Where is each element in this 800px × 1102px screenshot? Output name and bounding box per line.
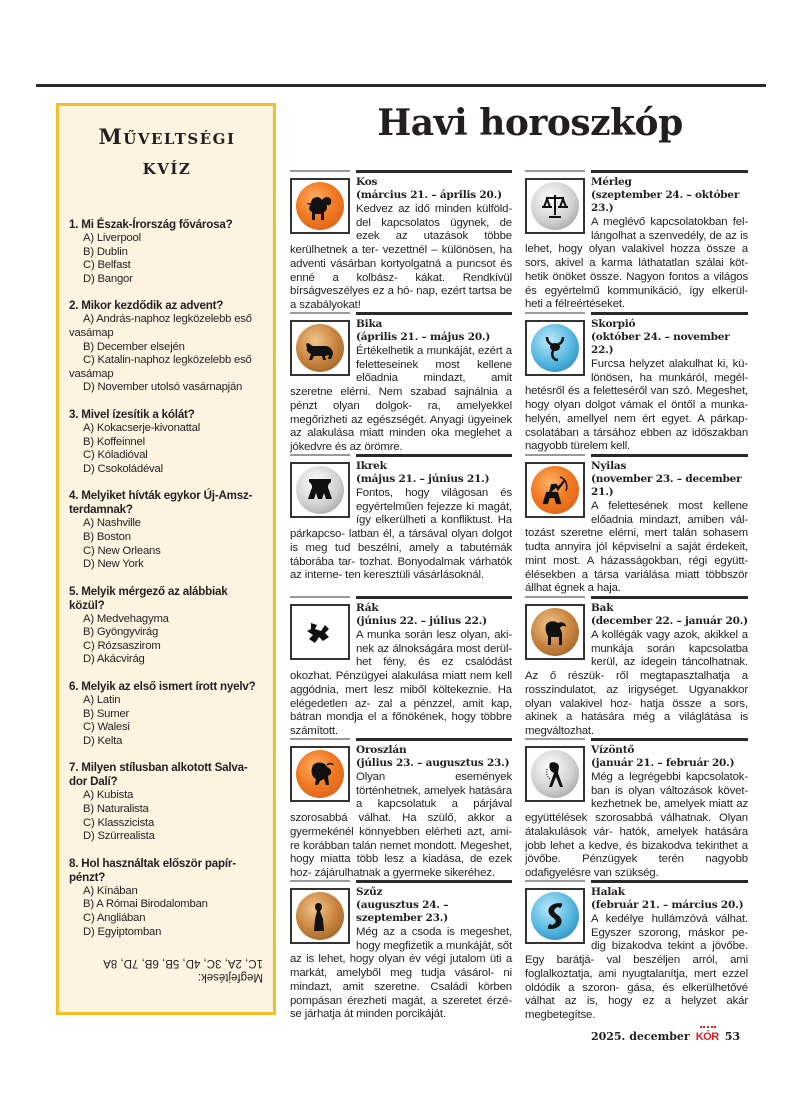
sign-text: Fontos, hogy világosan és egyértelműen fejezze ki magát, így elkerülheti a konfliktust. Ha párkapcso- latban él, a társával olyan dolgot is meg tud beszélni, amely a tabutémák táborába tar- tozhat. Bonyodalmak várhatók az interne- ten keresztüli vásárlásoknál. xyxy=(290,487,512,582)
horoscope-sign-halak xyxy=(525,880,748,1022)
horoscope-sign-nyilas xyxy=(525,454,748,596)
quiz-question xyxy=(69,680,265,748)
quiz-question xyxy=(69,408,265,476)
sign-name: Nyilas xyxy=(591,460,627,472)
quiz-question-text: 8. Hol használtak először papír- pénzt? xyxy=(69,856,236,884)
sign-text: Olyan események történhetnek, amelyek hatására a kapcsolatuk a párjával szorosabbá válhat. Ha szülő, akkor a gyermekénél könnyebben elérheti azt, ami- re korábban talán nemet mondott. Megeshet, hogy miatta több lesz a kiadása, de ezek hoz- zájárulhatnak a gyermeke sikeréhez. xyxy=(290,771,512,879)
sign-dates: (május 21. – június 21.) xyxy=(356,473,490,485)
sign-icon-frame xyxy=(525,746,585,802)
sign-icon-frame xyxy=(525,604,585,660)
quiz-option: B) Naturalista xyxy=(83,803,149,816)
sign-text: Még az a csoda is megeshet, hogy megfizetik a munkáját, sőt az is lehet, hogy olyan év végi jutalom üti a markát, amelyből meg tudja vásárol- ni mindazt, amit szeretne. Családi körben pompásan érezheti magát, a szeretet érzé- se járhatja át minden porcikáját. xyxy=(290,926,512,1021)
scorpion-icon xyxy=(531,324,579,372)
quiz-option: C) Katalin-naphoz legközelebb eső vasámap xyxy=(69,354,252,380)
quiz-title: Műveltségi kvíz xyxy=(98,124,236,179)
quiz-question-text: 2. Mikor kezdődik az advent? xyxy=(69,299,224,313)
divider xyxy=(356,596,512,599)
sign-text: A munka során lesz olyan, aki- nek az álnokságára most derül- het fény, és ez csalódást okozhat. Pénzügyei alakulása miatt nem kell aggódnia, mert lesz miből költekeznie. Ha elégedetlen az- zal a pénzzel, amit kap, bátran mondja el a főnökének, hogy többre számított. xyxy=(290,629,512,737)
divider xyxy=(591,596,748,599)
divider xyxy=(356,312,512,315)
horoscope-sign-rák xyxy=(290,596,512,738)
sign-text: Még a legrégebbi kapcsolatok- ban is olyan változások követ- kezhetnek be, amelyek miatt az együttélések szorosabbá válhatnak. Olyan átalakulások vár- hatók, amelyek hatására jobb lehet a kedve, és bizakodva tekinthet a jövőbe. Pénzügyek terén nagyobb odafigyelésre van szükség. xyxy=(525,771,748,879)
quiz-option: A) Liverpool xyxy=(83,232,141,244)
quiz-option: A) Kokacserje-kivonattal xyxy=(83,421,201,434)
horoscope-sign-mérleg xyxy=(525,170,748,312)
horoscope-right-column xyxy=(525,170,748,1022)
divider xyxy=(290,596,350,598)
sign-dates: (január 21. – február 20.) xyxy=(591,757,735,769)
divider xyxy=(356,738,512,741)
sign-icon-frame xyxy=(525,178,585,234)
quiz-option: B) Dublin xyxy=(83,245,128,258)
quiz-option: C) New Orleans xyxy=(83,544,161,557)
sign-text: A kollégák vagy azok, akikkel a munkája során kapcsolatba kerül, az idegein táncolhatnak. Az ő részük- ről megtapasztalhatja a rosszindulatot, az irigységet. Ugyanakkor olyan valakivel hoz- hatja össze a sors, akinek a hatására még a világlátása is megváltozhat. xyxy=(525,629,748,737)
sign-name: Mérleg xyxy=(591,176,632,188)
divider xyxy=(290,738,350,740)
quiz-option: B) A Római Birodalomban xyxy=(83,898,208,911)
divider xyxy=(525,880,585,882)
divider xyxy=(525,738,585,740)
divider xyxy=(356,880,512,883)
ram-icon xyxy=(296,182,344,230)
answers-text: 1C, 2A, 3C, 4D, 5B, 6B, 7D, 8A xyxy=(103,957,263,969)
sign-name: Bak xyxy=(591,602,614,614)
divider xyxy=(525,596,585,598)
sign-dates: (június 22. – július 22.) xyxy=(356,615,487,627)
sign-dates: (szeptember 24. – október 23.) xyxy=(591,189,740,214)
divider xyxy=(591,880,748,883)
quiz-option: C) Klasszicista xyxy=(83,816,155,829)
sign-icon-frame xyxy=(525,888,585,944)
quiz-option: B) Gyöngyvirág xyxy=(83,626,159,639)
sign-dates: (július 23. – augusztus 23.) xyxy=(356,757,510,769)
sign-name: Skorpió xyxy=(591,318,636,330)
top-rule xyxy=(36,84,766,87)
sign-text: A felettesének most kellene előadnia mindazt, amiben vál- tozást szeretne elérni, mert talán sohasem tudta annyira jól képviselni a saját érdekeit, mint most. A házasságokban, régi együtt- élésekben a társa variálása miatt többször állhat égnek a haja. xyxy=(525,500,748,595)
fish-icon xyxy=(531,892,579,940)
quiz-option: A) Medvehagyma xyxy=(83,612,169,625)
divider xyxy=(290,312,350,314)
quiz-question xyxy=(69,489,265,571)
horoscope-sign-bika xyxy=(290,312,512,454)
sign-name: Bika xyxy=(356,318,383,330)
quiz-box xyxy=(56,103,276,1015)
quiz-option: A) András-naphoz legközelebb eső vasámap xyxy=(69,313,252,339)
quiz-option: C) Rózsaszirom xyxy=(83,639,161,652)
divider xyxy=(591,312,748,315)
sign-icon-frame xyxy=(525,462,585,518)
horoscope-sign-vízöntő xyxy=(525,738,748,880)
quiz-option: A) Kínában xyxy=(83,884,138,897)
quiz-option: B) Koffeinnel xyxy=(83,435,145,448)
quiz-option: A) Nashville xyxy=(83,517,141,530)
sign-name: Vízöntő xyxy=(591,744,635,756)
quiz-question xyxy=(69,761,265,843)
quiz-option: D) Csokoládéval xyxy=(83,462,163,475)
quiz-question-text: 5. Melyik mérgező az alábbiak közül? xyxy=(69,584,228,612)
quiz-option: B) Boston xyxy=(83,530,131,543)
quiz-question-text: 3. Mivel ízesítik a kólát? xyxy=(69,407,195,421)
quiz-question-text: 1. Mi Észak-Írország fővárosa? xyxy=(69,218,233,231)
divider xyxy=(290,454,350,456)
quiz-question xyxy=(69,299,265,395)
quiz-option: D) Kelta xyxy=(83,734,123,747)
sign-text: Furcsa helyzet alakulhat ki, kü- lönösen, ha munkáról, megél- hetésről és a feletteséről van szó. Megeshet, hogy olyan dolgot vámak el öntől a munka- helyén, amellyel nem ért egyet. A párkap- csolatában a társához ebben az időszakban nagyobb türelem kell. xyxy=(525,358,748,453)
scales-icon xyxy=(531,182,579,230)
quiz-option: C) Angliában xyxy=(83,912,146,924)
sign-dates: (október 24. – november 22.) xyxy=(591,331,730,356)
sign-dates: (november 23. – december 21.) xyxy=(591,473,742,498)
sign-icon-frame xyxy=(290,178,350,234)
page-footer xyxy=(591,1030,740,1043)
quiz-question-text: 6. Melyik az első ismert írott nyelv? xyxy=(69,680,256,694)
quiz-option: D) Bangor xyxy=(83,272,133,285)
sign-dates: (augusztus 24. – szeptember 23.) xyxy=(356,899,449,924)
quiz-option: A) Latin xyxy=(83,694,121,707)
horoscope-left-column xyxy=(290,170,512,1022)
quiz-option: D) Akácvirág xyxy=(83,653,145,666)
quiz-option: D) Egyiptomban xyxy=(83,925,162,938)
sign-text: A kedélye hullámzóvá válhat. Egyszer szorong, máskor pe- dig bizakodva tekint a jövőbe. Egy barátjá- val beszéljen arról, ami foglalkoztatja, ami nyugtalanítja, mert ezzel oldódik a szoron- gása, és elkerülhetővé válhat az is, hogy ez a helyzet akár megbetegítse. xyxy=(525,913,748,1021)
sign-icon-frame xyxy=(290,320,350,376)
sign-name: Szűz xyxy=(356,886,383,898)
quiz-option: B) Sumer xyxy=(83,707,130,720)
sign-icon-frame xyxy=(525,320,585,376)
horoscope-title: Havi horoszkóp xyxy=(377,102,683,144)
horoscope-sign-kos xyxy=(290,170,512,312)
divider xyxy=(525,312,585,314)
divider xyxy=(591,738,748,741)
sign-text: Kedvez az idő minden külföld- del kapcsolatos ügynek, de ezek az utazások többe kerülhetnek a ter- vezettnél – különösen, ha adventi vásárban kortyolgatná a puncsot és enné a kolbász- kákat. Rendkívül bírságveszélyes ez a hó- nap, ezért tartsa be a szabályokat! xyxy=(290,203,512,311)
virgin-icon xyxy=(296,892,344,940)
divider xyxy=(591,454,748,457)
sign-icon-frame xyxy=(290,604,350,660)
horoscope-sign-skorpió xyxy=(525,312,748,454)
quiz-option: C) Walesi xyxy=(83,721,130,734)
twins-icon xyxy=(296,466,344,514)
quiz-option: B) December elsején xyxy=(83,340,185,353)
answers-label: Megfejtések: xyxy=(197,971,263,983)
quiz-question xyxy=(69,585,265,667)
water-bearer-icon xyxy=(531,750,579,798)
quiz-answers-upside-down xyxy=(69,956,263,984)
divider xyxy=(591,170,748,173)
horoscope-sign-oroszlán xyxy=(290,738,512,880)
quiz-question-text: 4. Melyiket hívták egykor Új-Amsz- terdamnak? xyxy=(69,489,253,517)
horoscope-sign-bak xyxy=(525,596,748,738)
horoscope-sign-szűz xyxy=(290,880,512,1022)
quiz-option: C) Belfast xyxy=(83,259,131,272)
divider xyxy=(525,454,585,456)
sign-name: Kos xyxy=(356,176,378,188)
crab-icon xyxy=(296,608,344,656)
bull-icon xyxy=(296,324,344,372)
sign-name: Ikrek xyxy=(356,460,387,472)
divider xyxy=(356,454,512,457)
sign-name: Oroszlán xyxy=(356,744,407,756)
sign-text: Értékelhetik a munkáját, ezért a feletteseinek most kellene előadnia mindazt, amit szeretne elérni. Nem szabad sajnálnia a pénzt olyan dolgok- ra, amelyekkel megőrizheti az egészségét. Anyagi ügyeinek az alakulása miatt minden oka meglehet a jókedvre és az örömre. xyxy=(290,345,512,453)
lion-icon xyxy=(296,750,344,798)
issue-date: 2025. december xyxy=(590,1030,690,1043)
divider xyxy=(290,170,350,172)
sign-icon-frame xyxy=(290,746,350,802)
divider xyxy=(290,880,350,882)
quiz-option: D) November utolsó vasárnapján xyxy=(83,381,243,394)
sign-name: Rák xyxy=(356,602,379,614)
quiz-option: C) Kóladióval xyxy=(83,449,148,462)
sign-dates: (április 21. – május 20.) xyxy=(356,331,491,343)
quiz-option: D) New York xyxy=(83,558,144,571)
quiz-question-text: 7. Milyen stílusban alkotott Salva- dor Dalí? xyxy=(69,761,248,789)
quiz-question xyxy=(69,857,265,939)
magazine-logo: KÓR xyxy=(695,1030,719,1043)
page-number: 53 xyxy=(724,1030,740,1043)
divider xyxy=(525,170,585,172)
horoscope-sign-ikrek xyxy=(290,454,512,596)
quiz-questions xyxy=(69,218,265,939)
sign-icon-frame xyxy=(290,462,350,518)
sign-text: A meglévő kapcsolatokban fel- lángolhat a szenvedély, de az is lehet, hogy olyan valakivel hozza össze a sors, akivel a karma láthatatlan szálai köt- hetik önöket össze. Nagyon fontos a világos és egyértelmű kommunikáció, így elkerül- heti a félreértéseket. xyxy=(525,216,748,311)
quiz-question xyxy=(69,218,265,286)
sign-dates: (december 22. – január 20.) xyxy=(591,615,748,627)
sign-dates: (február 21. – március 20.) xyxy=(591,899,744,911)
sign-icon-frame xyxy=(290,888,350,944)
quiz-option: D) Szürrealista xyxy=(83,830,155,843)
quiz-option: A) Kubista xyxy=(83,789,134,802)
sign-name: Halak xyxy=(591,886,625,898)
goat-icon xyxy=(531,608,579,656)
sign-dates: (március 21. – április 20.) xyxy=(356,189,502,201)
archer-icon xyxy=(531,466,579,514)
divider xyxy=(356,170,512,173)
